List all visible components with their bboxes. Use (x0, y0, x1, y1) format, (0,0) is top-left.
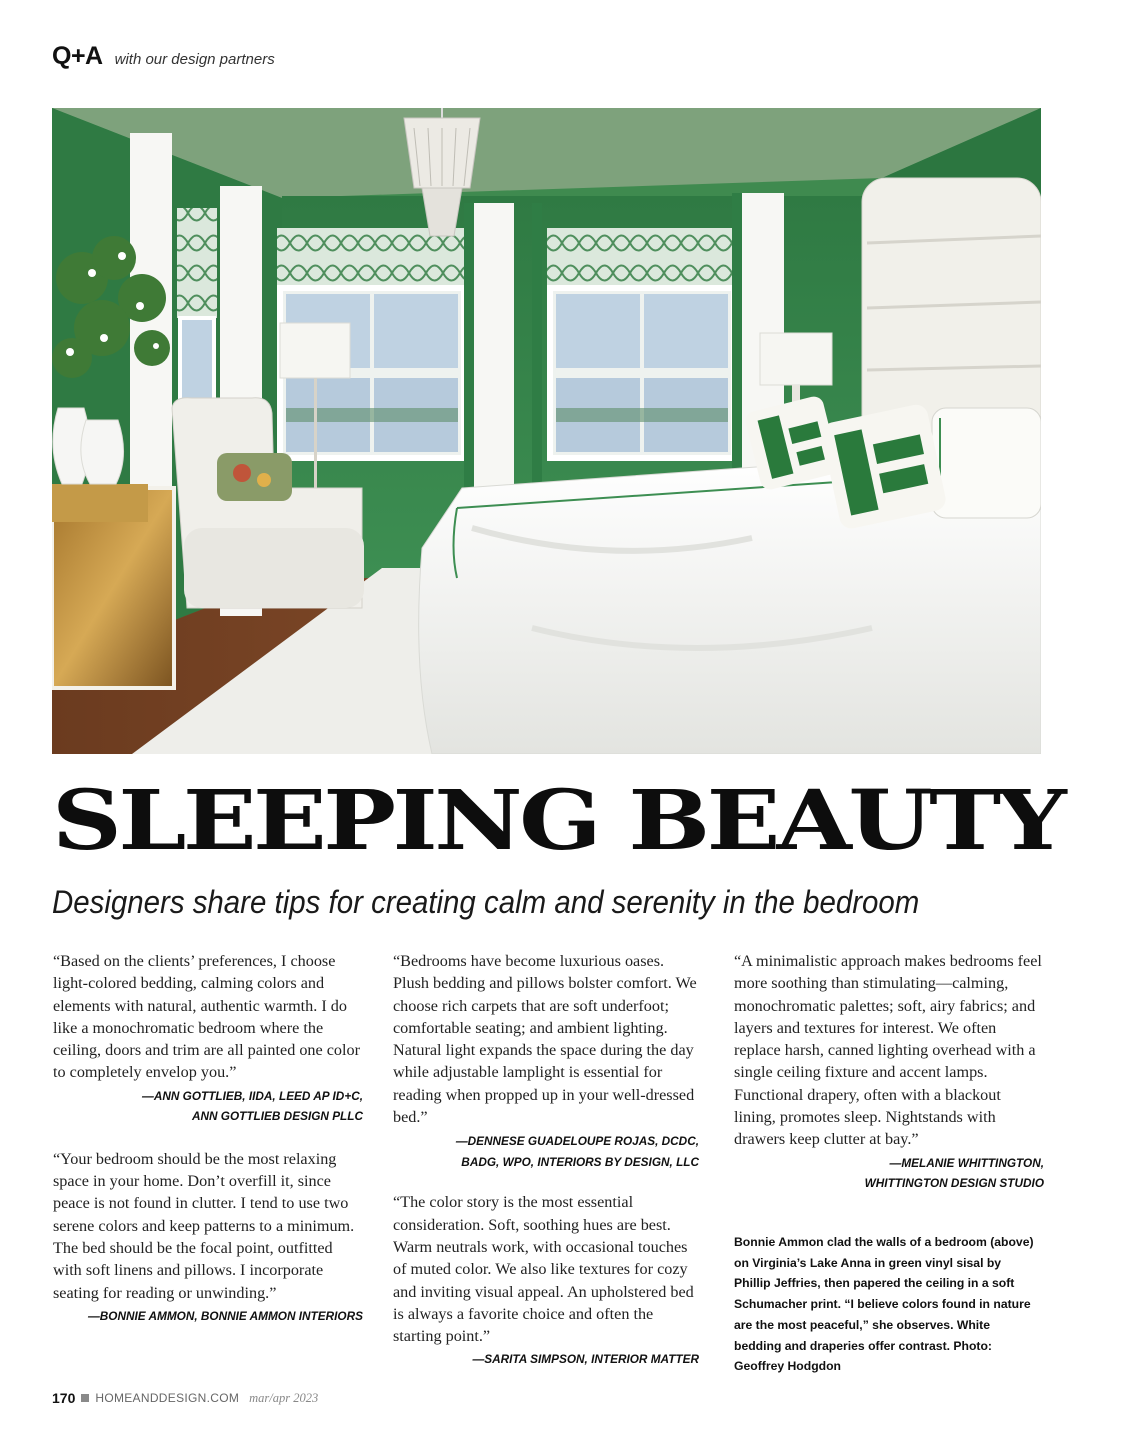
attribution-line: WHITTINGTON DESIGN STUDIO (864, 1176, 1044, 1191)
page-footer (52, 1390, 318, 1406)
quote-attribution (53, 1086, 363, 1127)
page-number: 170 (52, 1390, 76, 1406)
quote-whittington (734, 950, 1044, 1194)
attribution-line: —ANN GOTTLIEB, IIDA, LEED AP ID+C, (142, 1088, 363, 1103)
square-bullet-icon (81, 1394, 89, 1402)
attribution-line: —SARITA SIMPSON, INTERIOR MATTER (472, 1352, 699, 1367)
headline: SLEEPING BEAUTY (52, 773, 1064, 869)
quote-ammon (53, 1148, 363, 1327)
bedroom-photo-illustration (52, 108, 1041, 754)
attribution-line: ANN GOTTLIEB DESIGN PLLC (191, 1109, 363, 1124)
quote-text: “Your bedroom should be the most relaxing space in your home. Don’t overfill it, since peace is not found in clutter. I tend to use two serene colors and keep patterns to a minimum. The bed should be the focal point, outfitted with soft linens and pillows. I incorporate seating for reading or unwinding.” (53, 1149, 355, 1302)
attribution-line: —DENNESE GUADELOUPE ROJAS, DCDC, (455, 1134, 699, 1149)
section-label (52, 42, 275, 71)
quote-attribution (53, 1306, 363, 1327)
column-1 (53, 950, 363, 1326)
subhead: Designers share tips for creating calm and serenity in the bedroom (52, 884, 920, 920)
quote-rojas (393, 950, 699, 1172)
bedroom-photo (52, 108, 1041, 754)
quote-text: “Bedrooms have become luxurious oases. Plush bedding and pillows bolster comfort. We choose rich carpets that are soft underfoot; comfortable seating; and ambient lighting. Natural light expands the space during the day while adjustable lamplight is essential for reading when propped up in your well-dressed bed.” (393, 952, 697, 1127)
quote-text: “Based on the clients’ preferences, I choose light-colored bedding, calming colors and elements with natural, authentic warmth. I do like a monochromatic bedroom where the ceiling, doors and trim are all painted one color to completely envelop you.” (53, 952, 361, 1082)
quote-gottlieb (53, 950, 363, 1127)
quote-text: “The color story is the most essential consideration. Soft, soothing hues are best. Warm neutrals work, with occasional touches of muted color. We also like textures for cozy and inviting visual appeal. An upholstered bed is always a favorite choice and often the starting point.” (393, 1193, 694, 1346)
quote-attribution (393, 1131, 699, 1172)
column-3 (734, 950, 1044, 1194)
attribution-line: —MELANIE WHITTINGTON, (889, 1155, 1044, 1170)
section-subtitle: with our design partners (114, 51, 275, 68)
quote-attribution (734, 1153, 1044, 1194)
issue-date: mar/apr 2023 (249, 1390, 319, 1405)
column-2 (393, 950, 699, 1370)
quote-simpson (393, 1191, 699, 1370)
section-name: Q+A (52, 42, 103, 70)
quote-text: “A minimalistic approach makes bedrooms feel more soothing than stimulating—calming, monochromatic palettes; soft, airy fabrics; and layers and textures for interest. We often replace harsh, canned lighting overhead with a single ceiling fixture and accent lamps. Functional drapery, often with a blackout lining, promotes sleep. Nightstands with drawers keep clutter at bay.” (734, 952, 1042, 1149)
photo-caption: Bonnie Ammon clad the walls of a bedroom (above) on Virginia’s Lake Anna in green vinyl sisal by Phillip Jeffries, then papered the ceiling in a soft Schumacher print. “I believe colors found in nature are the most peaceful,” she observes. White bedding and draperies offer contrast. Photo: Geoffrey Hodgdon (734, 1235, 1034, 1374)
quote-attribution (393, 1349, 699, 1370)
website-link[interactable]: HOMEANDDESIGN.COM (95, 1391, 240, 1405)
attribution-line: —BONNIE AMMON, BONNIE AMMON INTERIORS (87, 1308, 363, 1323)
attribution-line: BADG, WPO, INTERIORS BY DESIGN, LLC (461, 1154, 699, 1169)
